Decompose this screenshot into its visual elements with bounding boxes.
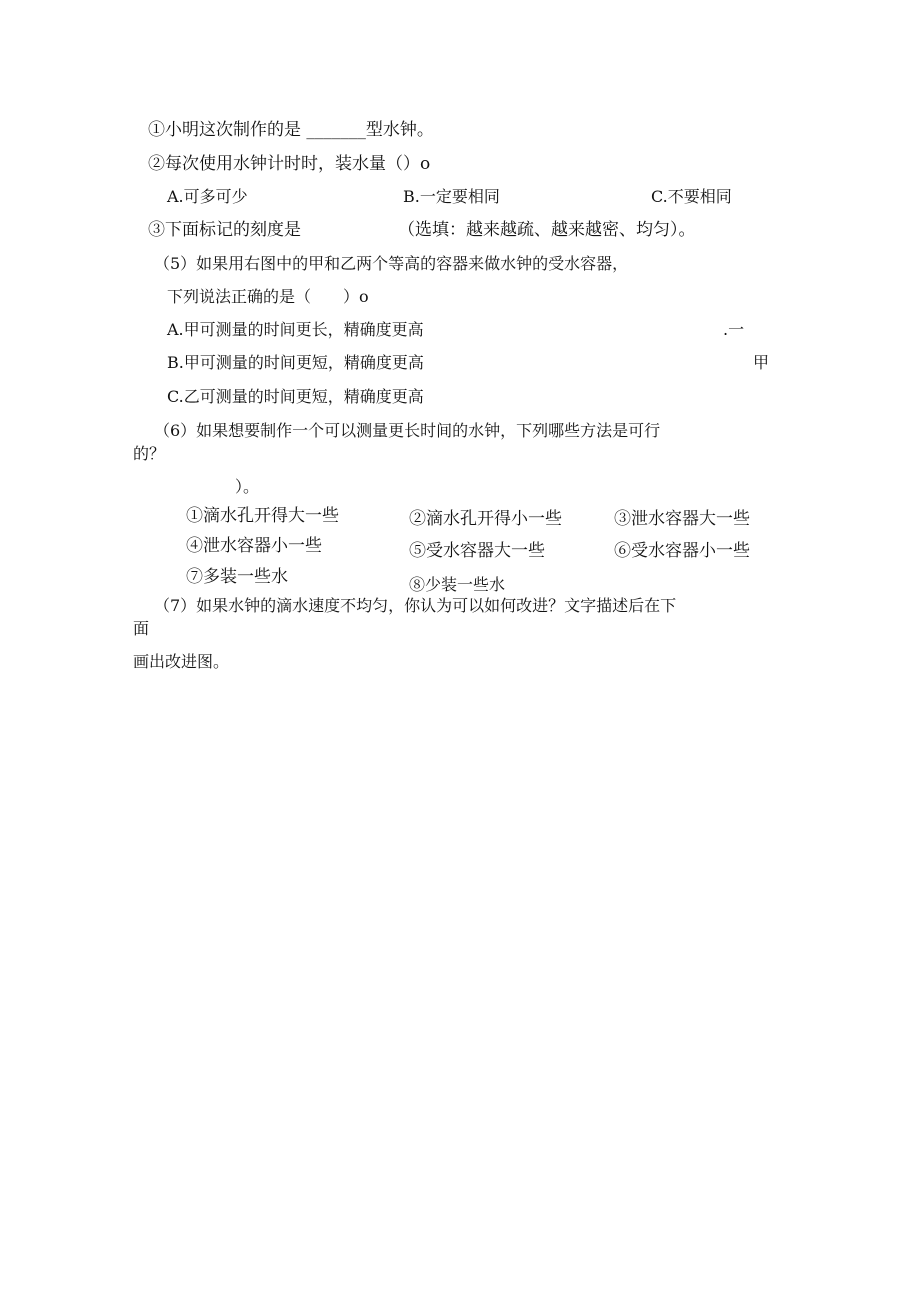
q6-stem-line2: 的？ [133,444,166,463]
q4-item2-option-c: C.不要相同 [651,187,732,206]
q7-stem-line2: 面 [133,619,150,638]
q7-stem-line1: （7）如果水钟的滴水速度不均匀，你认为可以如何改进？文字描述后在下 [154,596,677,615]
q4-item2-option-a: A.可多可少 [167,187,248,206]
q7-stem-line3: 画出改进图。 [133,652,230,671]
q4-item2: ②每次使用水钟计时时，装水量（）o [148,154,431,174]
q6-stem-line1: （6）如果想要制作一个可以测量更长时间的水钟，下列哪些方法是可行 [154,421,661,440]
q6-option-7: ⑦多装一些水 [186,567,288,587]
q6-stem-line3: ）。 [235,477,260,496]
q6-option-1: ①滴水孔开得大一些 [186,506,339,526]
q5-option-a: A.甲可测量的时间更长，精确度更高 [167,320,424,339]
q6-option-5: ⑤受水容器大一些 [409,541,545,561]
q5-figure-mark-1: .一 [723,320,745,339]
q5-stem-line2: 下列说法正确的是（ ）o [167,287,369,306]
q4-item2-option-b: B.一定要相同 [403,187,500,206]
q5-option-b: B.甲可测量的时间更短，精确度更高 [167,353,424,372]
q6-option-4: ④泄水容器小一些 [186,536,322,556]
q4-item1: ①小明这次制作的是 _______型水钟。 [148,120,434,140]
q5-option-c: C.乙可测量的时间更短，精确度更高 [167,387,424,406]
q4-item3-right: （选填：越来越疏、越来越密、均匀）。 [398,220,696,240]
q6-option-8: ⑧少装一些水 [409,575,506,594]
q5-figure-mark-2: 甲 [753,353,770,372]
q6-option-2: ②滴水孔开得小一些 [409,509,562,529]
q5-stem-line1: （5）如果用右图中的甲和乙两个等高的容器来做水钟的受水容器， [154,254,629,273]
q6-option-3: ③泄水容器大一些 [614,509,750,529]
q6-option-6: ⑥受水容器小一些 [614,541,750,561]
q4-item3-left: ③下面标记的刻度是 [148,220,301,240]
